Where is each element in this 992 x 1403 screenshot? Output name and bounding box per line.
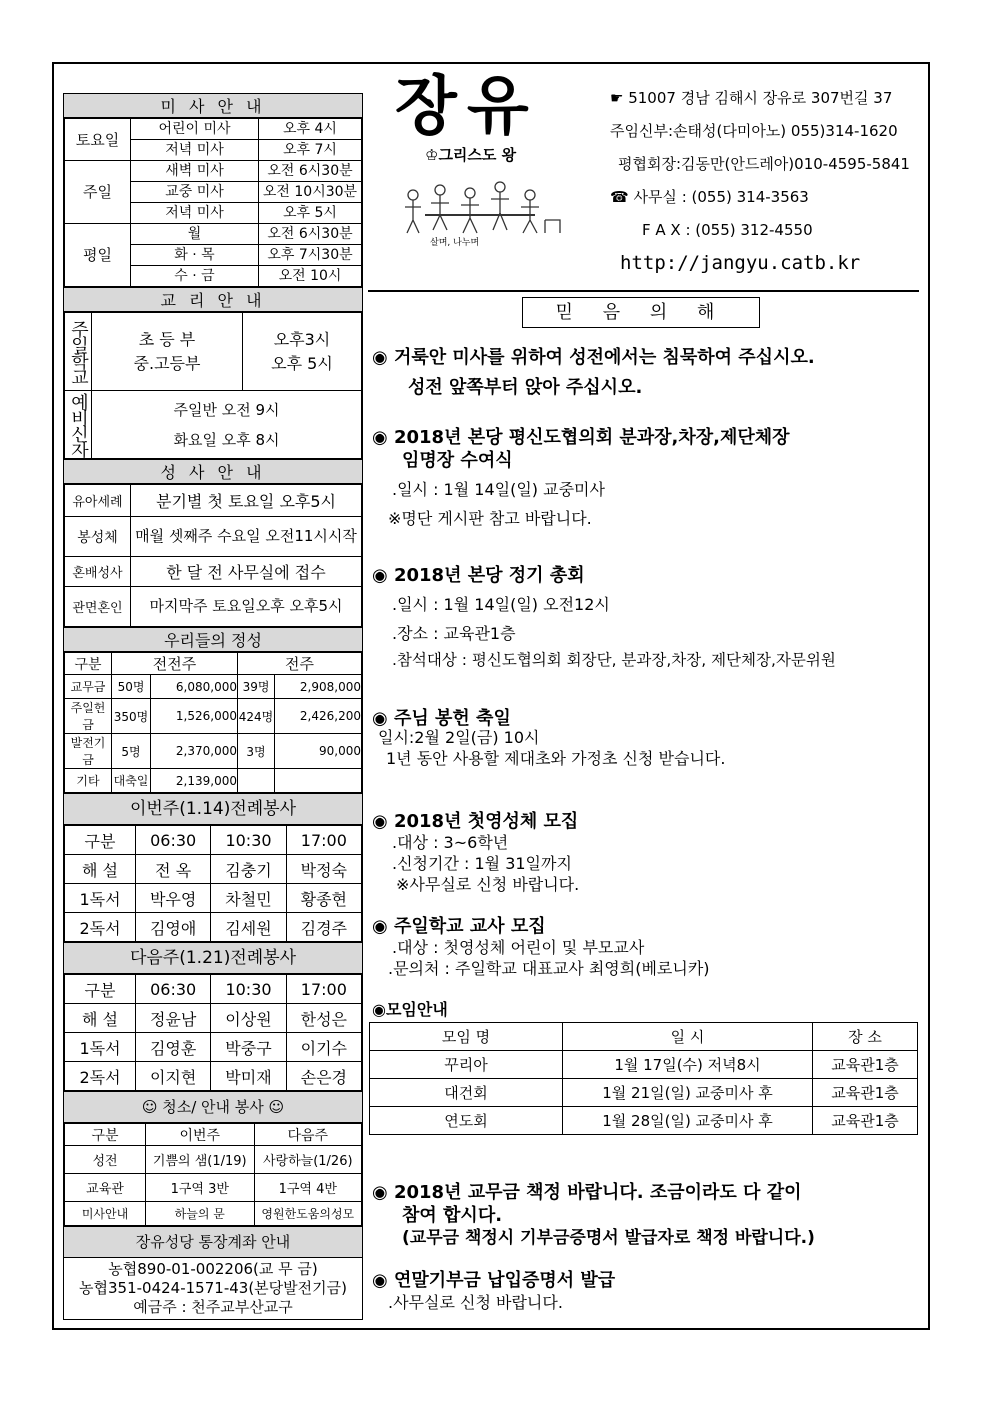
service-head: 17:00 xyxy=(286,826,361,855)
service-head: 10:30 xyxy=(211,826,286,855)
service-cell: 해 설 xyxy=(65,1004,136,1033)
service-head: 06:30 xyxy=(136,826,211,855)
offering-cell: 39명 xyxy=(238,675,275,699)
header-rule xyxy=(368,290,919,292)
offering-cell: 6,080,000 xyxy=(151,675,238,699)
offering-cell: 5명 xyxy=(112,734,151,769)
service-cell: 차철민 xyxy=(211,884,286,913)
service-cell: 김충기 xyxy=(211,855,286,884)
service-cell: 전 옥 xyxy=(136,855,211,884)
service-cell: 1독서 xyxy=(65,1033,136,1062)
notice-assembly: ◉ 2018년 본당 정기 총회 xyxy=(372,565,585,586)
service-head: 06:30 xyxy=(136,975,211,1004)
doctrine-info xyxy=(63,288,363,460)
mid-time: 오후 5시 xyxy=(271,353,333,373)
sacrament-detail: 분기별 첫 토요일 오후5시 xyxy=(131,485,362,517)
parish-logo xyxy=(395,72,565,248)
offering-cell: 2,139,000 xyxy=(151,769,238,793)
doctrine-title: 교 리 안 내 xyxy=(64,288,362,312)
council-contact: 평협회장:김동만(안드레아)010-4595-5841 xyxy=(618,155,910,173)
offering-cell: 발전기금 xyxy=(65,734,112,769)
mass-item: 교중 미사 xyxy=(131,182,259,203)
notice-presentation-detail: 1년 동안 사용할 제대초와 가정초 신청 받습니다. xyxy=(386,749,726,768)
service-head: 17:00 xyxy=(286,975,361,1004)
cleaning-cell: 1구역 4반 xyxy=(254,1174,361,1202)
sacrament-name: 유아세례 xyxy=(65,485,131,517)
sacrament-detail: 매월 셋째주 수요일 오전11시시작 xyxy=(131,517,362,557)
mass-time: 오전 6시30분 xyxy=(259,161,362,182)
mass-time: 오후 7시30분 xyxy=(259,245,362,266)
parish-title: 장유 xyxy=(395,70,539,144)
offering-cell xyxy=(275,769,362,793)
mid-dept: 중.고등부 xyxy=(133,353,201,373)
offering-cell: 교무금 xyxy=(65,675,112,699)
notice-communion: ◉ 2018년 첫영성체 모집 xyxy=(372,811,579,832)
meeting-head: 장 소 xyxy=(813,1023,918,1051)
mass-item: 새벽 미사 xyxy=(131,161,259,182)
account-line-2: 농협351-0424-1571-43(본당발전기금) xyxy=(79,1279,347,1297)
notice-silence-2: 성전 앞쪽부터 앉아 주십시오. xyxy=(408,377,643,398)
meetings-title: ◉모임안내 xyxy=(372,1000,448,1019)
notice-receipt-detail: .사무실로 신청 바랍니다. xyxy=(388,1293,563,1312)
mass-time: 오후 7시 xyxy=(259,140,362,161)
cleaning-cell: 미사안내 xyxy=(65,1202,146,1226)
service-cell: 김영애 xyxy=(136,913,211,942)
notice-title: 믿 음 의 해 xyxy=(522,297,760,328)
notice-assembly-place: .장소 : 교육관1층 xyxy=(392,624,516,643)
offering-head: 전주 xyxy=(238,653,362,675)
notice-appointment-note: ※명단 게시판 참고 바랍니다. xyxy=(388,509,592,528)
elem-time: 오후3시 xyxy=(273,329,331,349)
offering-cell xyxy=(238,769,275,793)
account-line-3: 예금주 : 천주교부산교구 xyxy=(133,1298,293,1316)
offering-cell: 주일헌금 xyxy=(65,699,112,734)
cleaning-cell: 영원한도움의성모 xyxy=(254,1202,361,1226)
service-cell: 박우영 xyxy=(136,884,211,913)
mass-item: 저녁 미사 xyxy=(131,203,259,224)
website-url[interactable]: http://jangyu.catb.kr xyxy=(620,252,861,274)
hand-pointer-icon: ☛ xyxy=(610,89,629,107)
meeting-cell: 교육관1층 xyxy=(813,1051,918,1079)
notice-tithe-3: (교무금 책정시 기부금증명서 발급자로 책정 바랍니다.) xyxy=(402,1228,815,1248)
offering-cell: 1,526,000 xyxy=(151,699,238,734)
service-cell: 박정숙 xyxy=(286,855,361,884)
parish-subtitle: ♔그리스도 왕 xyxy=(425,146,517,164)
next-week-title: 다음주(1.21)전례봉사 xyxy=(64,943,362,974)
sacrament-detail: 한 달 전 사무실에 접수 xyxy=(131,557,362,587)
notice-communion-period: .신청기간 : 1월 31일까지 xyxy=(392,854,572,873)
mass-item: 저녁 미사 xyxy=(131,140,259,161)
sunday-school-label: 주일학교 xyxy=(65,313,92,391)
mass-schedule xyxy=(63,93,363,288)
account-line-1: 농협890-01-002206(교 무 금) xyxy=(108,1260,318,1278)
notice-assembly-date: .일시 : 1월 14일(일) 오전12시 xyxy=(392,595,610,614)
offering-cell: 350명 xyxy=(112,699,151,734)
mass-day: 토요일 xyxy=(65,119,131,161)
cleaning-cell: 교육관 xyxy=(65,1174,146,1202)
parish-info xyxy=(610,82,910,280)
offering-cell: 424명 xyxy=(238,699,275,734)
meeting-cell: 1월 21일(일) 교중미사 후 xyxy=(563,1079,813,1107)
meeting-head: 모임 명 xyxy=(370,1023,563,1051)
service-cell: 이지현 xyxy=(136,1062,211,1091)
this-week-service xyxy=(63,794,363,943)
service-cell: 김영훈 xyxy=(136,1033,211,1062)
meetings-table xyxy=(369,1022,918,1135)
catechumen-tuesday: 화요일 오후 8시 xyxy=(173,430,280,449)
mass-day: 주일 xyxy=(65,161,131,224)
elem-dept: 초 등 부 xyxy=(138,329,196,349)
people-illustration xyxy=(395,175,565,235)
service-head: 구분 xyxy=(65,975,136,1004)
service-cell: 황종현 xyxy=(286,884,361,913)
notice-appointment-2: 임명장 수여식 xyxy=(402,450,513,471)
cleaning-cell: 1구역 3반 xyxy=(146,1174,255,1202)
cleaning-service xyxy=(63,1092,363,1227)
mass-time: 오전 6시30분 xyxy=(259,224,362,245)
mass-item: 수 · 금 xyxy=(131,266,259,287)
sacrament-detail: 마지막주 토요일오후 오후5시 xyxy=(131,587,362,627)
this-week-title: 이번주(1.14)전례봉사 xyxy=(64,794,362,825)
offering-title: 우리들의 정성 xyxy=(64,628,362,652)
parish-motto: 살며, 나누며 xyxy=(430,238,480,248)
service-head: 구분 xyxy=(65,826,136,855)
cleaning-head: 구분 xyxy=(65,1124,146,1146)
service-head: 10:30 xyxy=(211,975,286,1004)
cleaning-head: 이번주 xyxy=(146,1124,255,1146)
mass-title: 미 사 안 내 xyxy=(64,94,362,118)
notice-assembly-target: .참석대상 : 평신도협의회 회장단, 분과장,차장, 제단체장,자문위원 xyxy=(392,651,836,669)
catechumen-label: 예비신자 xyxy=(65,391,92,459)
service-cell: 한성은 xyxy=(286,1004,361,1033)
service-cell: 정윤남 xyxy=(136,1004,211,1033)
cleaning-head: 다음주 xyxy=(254,1124,361,1146)
sacrament-name: 관면혼인 xyxy=(65,587,131,627)
mass-time: 오후 5시 xyxy=(259,203,362,224)
meeting-cell: 1월 28일(일) 교중미사 후 xyxy=(563,1107,813,1135)
sacrament-name: 봉성체 xyxy=(65,517,131,557)
meeting-cell: 1월 17일(수) 저녁8시 xyxy=(563,1051,813,1079)
left-column xyxy=(63,93,363,1320)
service-cell: 손은경 xyxy=(286,1062,361,1091)
offering-cell: 기타 xyxy=(65,769,112,793)
meeting-cell: 대건회 xyxy=(370,1079,563,1107)
mass-time: 오전 10시30분 xyxy=(259,182,362,203)
office-phone: 사무실 : (055) 314-3563 xyxy=(633,188,809,206)
offering-cell: 2,370,000 xyxy=(151,734,238,769)
notice-silence: ◉ 거룩안 미사를 위하여 성전에서는 침묵하여 주십시오. xyxy=(372,347,815,368)
meeting-cell: 연도회 xyxy=(370,1107,563,1135)
sacrament-name: 혼배성사 xyxy=(65,557,131,587)
meeting-cell: 꾸리아 xyxy=(370,1051,563,1079)
mass-item: 어린이 미사 xyxy=(131,119,259,140)
notice-presentation: ◉ 주님 봉헌 축일 xyxy=(372,708,511,729)
catechumen-sunday: 주일반 오전 9시 xyxy=(173,400,280,419)
service-cell: 박미재 xyxy=(211,1062,286,1091)
offering-info xyxy=(63,628,363,794)
cleaning-cell: 하늘의 문 xyxy=(146,1202,255,1226)
offering-cell: 50명 xyxy=(112,675,151,699)
bank-account xyxy=(63,1227,363,1320)
cleaning-cell: 사랑하늘(1/26) xyxy=(254,1146,361,1174)
service-cell: 박중구 xyxy=(211,1033,286,1062)
mass-time: 오후 4시 xyxy=(259,119,362,140)
fax: F A X : (055) 312-4550 xyxy=(642,221,813,239)
offering-cell: 2,426,200 xyxy=(275,699,362,734)
service-cell: 1독서 xyxy=(65,884,136,913)
meeting-cell: 교육관1층 xyxy=(813,1079,918,1107)
service-cell: 해 설 xyxy=(65,855,136,884)
notice-appointment-date: .일시 : 1월 14일(일) 교중미사 xyxy=(392,480,605,499)
notice-tithe: ◉ 2018년 교무금 책정 바랍니다. 조금이라도 다 같이 xyxy=(372,1182,802,1203)
offering-cell: 2,908,000 xyxy=(275,675,362,699)
priest-contact: 주임신부:손태성(다미아노) 055)314-1620 xyxy=(610,122,898,140)
notice-communion-target: .대상 : 3~6학년 xyxy=(392,833,509,852)
notice-presentation-date: 일시:2월 2일(금) 10시 xyxy=(378,728,540,747)
cleaning-cell: 성전 xyxy=(65,1146,146,1174)
service-cell: 이상원 xyxy=(211,1004,286,1033)
cleaning-title: ☺ 청소/ 안내 봉사 ☺ xyxy=(64,1092,362,1123)
address: 51007 경남 김해시 장유로 307번길 37 xyxy=(628,89,893,107)
cleaning-cell: 기쁨의 샘(1/19) xyxy=(146,1146,255,1174)
sacrament-title: 성 사 안 내 xyxy=(64,460,362,484)
notice-teacher: ◉ 주일학교 교사 모집 xyxy=(372,916,546,937)
notice-tithe-2: 참여 합시다. xyxy=(402,1205,503,1226)
next-week-service xyxy=(63,943,363,1092)
meeting-cell: 교육관1층 xyxy=(813,1107,918,1135)
phone-icon: ☎ xyxy=(610,188,634,206)
mass-item: 월 xyxy=(131,224,259,245)
service-cell: 이기수 xyxy=(286,1033,361,1062)
sacrament-info xyxy=(63,460,363,628)
offering-head: 전전주 xyxy=(112,653,238,675)
meeting-head: 일 시 xyxy=(563,1023,813,1051)
service-cell: 2독서 xyxy=(65,913,136,942)
mass-day: 평일 xyxy=(65,224,131,287)
notice-teacher-target: .대상 : 첫영성체 어린이 및 부모교사 xyxy=(392,938,645,957)
notice-receipt: ◉ 연말기부금 납입증명서 발급 xyxy=(372,1270,616,1291)
offering-head: 구분 xyxy=(65,653,112,675)
offering-cell: 90,000 xyxy=(275,734,362,769)
service-cell: 김경주 xyxy=(286,913,361,942)
service-cell: 김세원 xyxy=(211,913,286,942)
notice-appointment: ◉ 2018년 본당 평신도협의회 분과장,차장,제단체장 xyxy=(372,427,790,448)
offering-cell: 대축일 xyxy=(112,769,151,793)
mass-item: 화 · 목 xyxy=(131,245,259,266)
mass-time: 오전 10시 xyxy=(259,266,362,287)
offering-cell: 3명 xyxy=(238,734,275,769)
service-cell: 2독서 xyxy=(65,1062,136,1091)
account-title: 장유성당 통장계좌 안내 xyxy=(64,1227,362,1258)
notice-teacher-contact: .문의처 : 주일학교 대표교사 최영희(베로니카) xyxy=(388,959,710,978)
notice-communion-note: ※사무실로 신청 바랍니다. xyxy=(396,875,580,894)
